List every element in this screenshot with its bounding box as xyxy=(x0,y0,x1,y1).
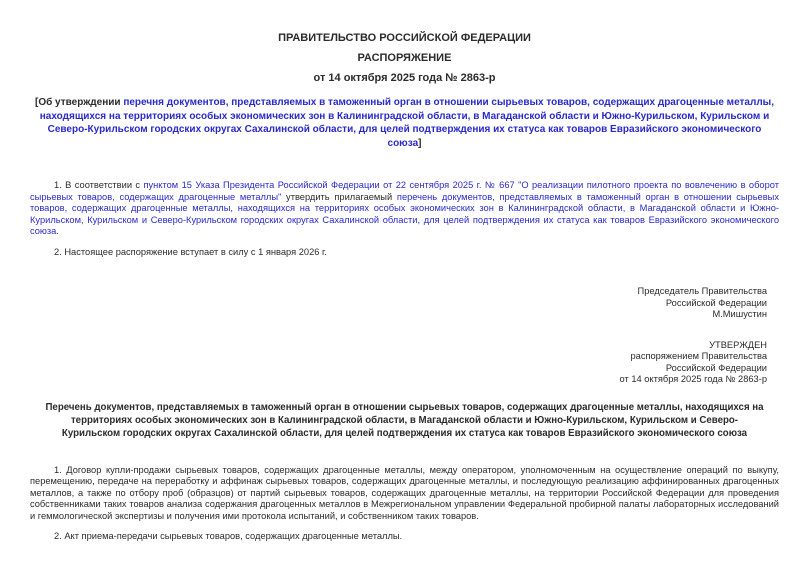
approval-org-line: Российской Федерации xyxy=(665,362,767,373)
title-prefix: Об утверждении xyxy=(38,97,124,108)
paragraph-1-lead: 1. В соответствии с xyxy=(54,180,144,190)
title-bracket-close: ] xyxy=(418,137,422,149)
annex-item-2: 2. Акт приема-передачи сырьевых товаров, содержащих драгоценные металлы. xyxy=(54,531,403,541)
title-link[interactable]: перечня документов, представляемых в таможенный орган в отношении сырьевых товаров, содержащих драгоценные металлы, находящихся на территориях особых экономических зон в Калининградской области, в Магаданской области и Южно-Курильском, Курильском и Северо-Курильском городских округах Сахалинской области, для целей подтверждения их статуса как товаров Евразийского экономического союза xyxy=(39,97,774,149)
annex-list xyxy=(30,465,779,543)
title-bracket-open: [ xyxy=(34,97,39,108)
government-name: ПРАВИТЕЛЬСТВО РОССИЙСКОЙ ФЕДЕРАЦИИ xyxy=(278,32,531,44)
approval-block xyxy=(30,340,779,386)
paragraph-2: 2. Настоящее распоряжение вступает в силу с 1 января 2026 г. xyxy=(54,246,327,257)
approval-date-number: от 14 октября 2025 года № 2863-р xyxy=(619,374,767,384)
decree-667-link[interactable]: пунктом 15 Указа Президента Российской Федерации от 22 сентября 2025 г. № 667 "О реализации пилотного проекта по вовлечению в оборот сырьевых товаров, содержащих драгоценные металлы" xyxy=(30,180,779,202)
paragraph-1 xyxy=(30,180,779,238)
annex-reference-link[interactable]: перечень документов, представляемых в таможенный орган в отношении сырьевых товаров, содержащих драгоценные металлы, находящихся на территориях особых экономических зон в Калининградской области, в Магаданской области и Южно-Курильском, Курильском и Северо-Курильском городских округах Сахалинской области, для целей подтверждения их статуса как товаров Евразийского экономического союза xyxy=(30,191,779,236)
approval-stamp: УТВЕРЖДЕН xyxy=(709,339,767,350)
document-title xyxy=(30,96,779,150)
signature-position-line: Председатель Правительства xyxy=(637,286,767,296)
document-type: РАСПОРЯЖЕНИЕ xyxy=(357,52,452,64)
signature-block xyxy=(30,286,779,321)
annex-title: Перечень документов, представляемых в таможенный орган в отношении сырьевых товаров, содержащих драгоценные металлы, находящихся на территориях особых экономических зон в Калининградской области, в Магаданской области и Южно-Курильском, Курильском и Северо-Курильском городских округах Сахалинской области, для целей подтверждения их статуса как товаров Евразийского экономического союза xyxy=(45,401,764,439)
document-date-number: от 14 октября 2025 года № 2863-р xyxy=(313,72,496,84)
paragraph-1-tail: . xyxy=(56,226,59,236)
signature-name: М.Мишустин xyxy=(712,309,767,319)
paragraph-1-middle: утвердить прилагаемый xyxy=(281,191,397,202)
approval-by-line: распоряжением Правительства xyxy=(630,351,767,361)
signature-org-line: Российской Федерации xyxy=(665,297,767,308)
annex-item-1: 1. Договор купли-продажи сырьевых товаров, содержащих драгоценные металлы, между оператором, уполномоченным на осуществление операций по выкупу, перемещению, передаче на переработку и аффинаж сырьевых товаров, содержащих драгоценные металлы, и последующую реализацию аффинированных драгоценных металлов, а также по отбору проб (образцов) от партий сырьевых товаров, содержащих драгоценные металлы, на территории Российской Федерации для проведения собственниками таких товаров анализа содержания драгоценных металлов в Межрегиональном управлении Федеральной пробирной палаты лабораторных исследований и геммологической экспертизы и получения ими протокола испытаний, и собственником таких товаров. xyxy=(30,464,779,521)
